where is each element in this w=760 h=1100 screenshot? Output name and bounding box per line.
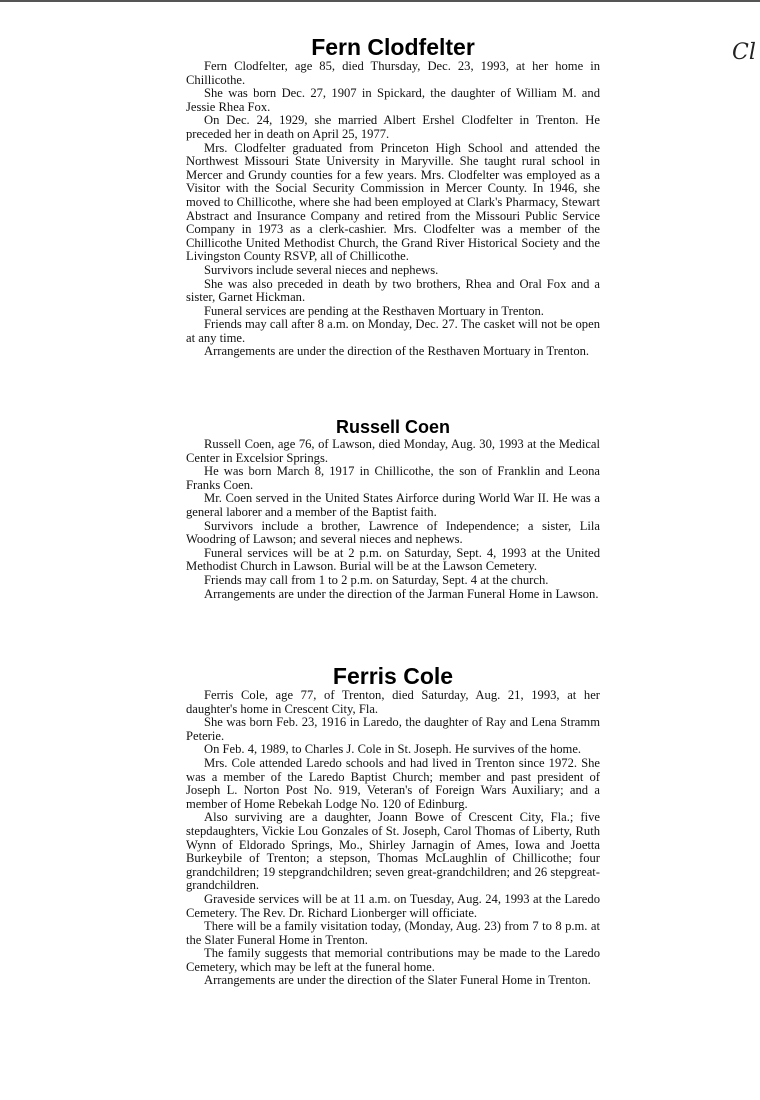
obituary-ferris-cole — [186, 663, 600, 988]
obituary-paragraph: Survivors include several nieces and nephews. — [204, 262, 439, 277]
obituary-paragraph: She was also preceded in death by two brothers, Rhea and Oral Fox and a sister, Garnet Hickman. — [186, 276, 600, 305]
obituary-paragraph: She was born Dec. 27, 1907 in Spickard, the daughter of William M. and Jessie Rhea Fox. — [186, 86, 600, 114]
obituary-paragraph: Ferris Cole, age 77, of Trenton, died Saturday, Aug. 21, 1993, at her daughter's home in Crescent City, Fla. — [186, 688, 600, 716]
handwritten-note: Cl — [732, 40, 756, 65]
obituary-paragraph: On Dec. 24, 1929, she married Albert Ershel Clodfelter in Trenton. He preceded her in death on April 25, 1977. — [186, 113, 600, 141]
obituary-paragraph: Fern Clodfelter, age 85, died Thursday, Dec. 23, 1993, at her home in Chillicothe. — [186, 59, 600, 87]
obituary-paragraph: Graveside services will be at 11 a.m. on Tuesday, Aug. 24, 1993 at the Laredo Cemetery. The Rev. Dr. Richard Lionberger will officiate. — [186, 891, 600, 920]
obituary-body — [186, 438, 600, 601]
obituary-title: Fern Clodfelter — [311, 34, 475, 60]
obituary-russell-coen — [186, 416, 600, 601]
obituary-body — [186, 689, 600, 988]
obituary-paragraph: Arrangements are under the direction of the Jarman Funeral Home in Lawson. — [204, 586, 599, 601]
obituary-title: Russell Coen — [335, 417, 451, 437]
obituary-paragraph: Arrangements are under the direction of the Resthaven Mortuary in Trenton. — [204, 344, 590, 359]
obituary-paragraph: Funeral services will be at 2 p.m. on Saturday, Sept. 4, 1993 at the United Methodist Church in Lawson. Burial will be at the Lawson Cemetery. — [186, 545, 600, 574]
obituary-title: Ferris Cole — [332, 663, 454, 689]
obituary-paragraph: Friends may call from 1 to 2 p.m. on Saturday, Sept. 4 at the church. — [204, 572, 549, 587]
obituary-paragraph: Arrangements are under the direction of the Slater Funeral Home in Trenton. — [204, 973, 591, 988]
obituary-paragraph: Also surviving are a daughter, Joann Bowe of Crescent City, Fla.; five stepdaughters, Vickie Lou Gonzales of St. Joseph, Carol Thomas of Liberty, Ruth Wynn of Eldorado Springs, Mo., Shirley Jarnagin of Ames, Iowa and Joetta Burkeybile of Trenton; a stepson, Thomas McLaughlin of Chillicothe; four grandchildren; 19 stepgrandchildren; seven great-grandchildren; and 26 stepgreat-grandchildren. — [186, 810, 600, 893]
obituary-paragraph: Mrs. Cole attended Laredo schools and had lived in Trenton since 1972. She was a member of the Laredo Baptist Church; member and past president of Joseph L. Norton Post No. 919, Veteran's of Foreign Wars Auxiliary; and a member of Home Rebekah Lodge No. 120 of Edinburg. — [186, 755, 600, 811]
obituary-paragraph: There will be a family visitation today, (Monday, Aug. 23) from 7 to 8 p.m. at the Slater Funeral Home in Trenton. — [186, 919, 600, 947]
obituary-fern-clodfelter — [186, 34, 600, 359]
obituary-paragraph: Mr. Coen served in the United States Airforce during World War II. He was a general laborer and a member of the Baptist faith. — [186, 491, 600, 519]
obituary-paragraph: Friends may call after 8 a.m. on Monday, Dec. 27. The casket will not be open at any time. — [186, 317, 600, 345]
obituary-paragraph: On Feb. 4, 1989, to Charles J. Cole in St. Joseph. He survives of the home. — [204, 742, 582, 757]
obituary-paragraph: Mrs. Clodfelter graduated from Princeton High School and attended the Northwest Missouri State University in Maryville. She taught rural school in Mercer and Grundy counties for a few years. Mrs. Clodfelter was employed as a Visitor with the Social Security Commission in Mercer County. In 1946, she moved to Chillicothe, where she had been employed at Clark's Pharmacy, Stewart Abstract and Insurance Company and retired from the Missouri Public Service Company in 1973 as a clerk-cashier. Mrs. Clodfelter was a member of the Chillicothe United Methodist Church, the Grand River Historical Society and the Livingston County RSVP, all of Chillicothe. — [186, 140, 600, 264]
obituary-paragraph: Survivors include a brother, Lawrence of Independence; a sister, Lila Woodring of Lawson; and several nieces and nephews. — [186, 518, 600, 547]
obituary-body — [186, 60, 600, 359]
obituary-paragraph: Funeral services are pending at the Resthaven Mortuary in Trenton. — [204, 303, 544, 318]
obituary-paragraph: The family suggests that memorial contributions may be made to the Laredo Cemetery, which may be left at the funeral home. — [186, 946, 600, 974]
scan-top-border — [0, 0, 760, 2]
obituary-paragraph: Russell Coen, age 76, of Lawson, died Monday, Aug. 30, 1993 at the Medical Center in Excelsior Springs. — [186, 437, 600, 465]
obituary-paragraph: He was born March 8, 1917 in Chillicothe, the son of Franklin and Leona Franks Coen. — [186, 464, 600, 492]
obituary-paragraph: She was born Feb. 23, 1916 in Laredo, the daughter of Ray and Lena Stramm Peterie. — [186, 715, 600, 743]
